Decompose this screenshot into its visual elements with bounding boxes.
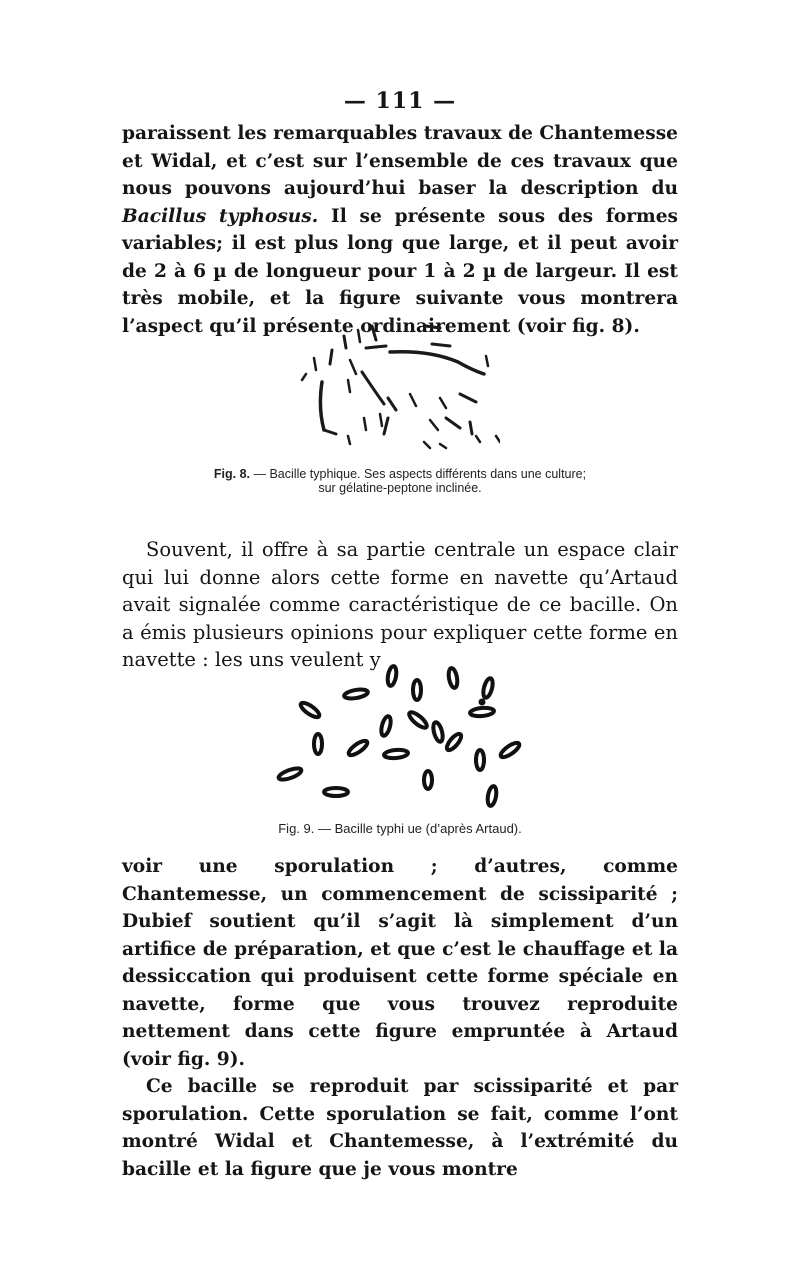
paragraph-3-text: voir une sporulation ; d’autres, comme Chantemesse, un commencement de scissiparité ; Dubief soutient qu’il s’agit là simplement d’un artifice de préparation, et que c’est le chauffage et la dessiccation qui produisent cette forme spéciale en navette, forme que vous trouvez reproduite nettement dans cette figure empruntée à Artaud (voir fig. 9). (122, 856, 678, 1070)
figure-9-label: Fig. 9. (278, 821, 315, 836)
figure-8-caption (122, 467, 678, 495)
figure-8-illustration (300, 318, 500, 458)
figure-9-caption-text: — Bacille typhi ue (d’après Artaud). (317, 821, 522, 836)
figure-9-caption (122, 821, 678, 836)
paragraph-1 (122, 120, 678, 340)
paragraph-4-text: Ce bacille se reproduit par scissiparité et par sporulation. Cette sporulation se fait, comme l’ont montré Widal et Chantemesse, à l’extrémité du bacille et la figure que je vous montre (122, 1076, 678, 1180)
paragraph-2 (122, 536, 678, 674)
paragraph-1-text-b: Il se présente sous des formes variables; il est plus long que large, et il peut avoir de 2 à 6 µ de longueur pour 1 à 2 µ de largeur. Il est très mobile, et la figure suivante vous montrera l’aspect qu’il présente ordinairement (voir fig. 8). (122, 205, 678, 337)
paragraph-2-text: Souvent, il offre à sa partie centrale un espace clair qui lui donne alors cette forme en navette qu’Artaud avait signalée comme caractéristique de ce bacille. On a émis plusieurs opinions pour expliquer cette forme en navette : les uns veulent y (122, 538, 678, 671)
page-number: — 111 — (343, 88, 457, 114)
figure-8-label: Fig. 8. (213, 467, 251, 481)
figure-8-caption-line-1: — Bacille typhique. Ses aspects différents dans une culture; (253, 467, 587, 481)
paragraph-1-text-a: paraissent les remarquables travaux de Chantemesse et Widal, et c’est sur l’ensemble de ces travaux que nous pouvons aujourd’hui baser la description du (122, 123, 678, 199)
figure-9-illustration (270, 660, 530, 810)
figure-8-caption-line-2: sur gélatine-peptone inclinée. (318, 481, 482, 495)
paragraph-3 (122, 853, 678, 1183)
paragraph-1-italic: Bacillus typhosus. (122, 205, 319, 227)
